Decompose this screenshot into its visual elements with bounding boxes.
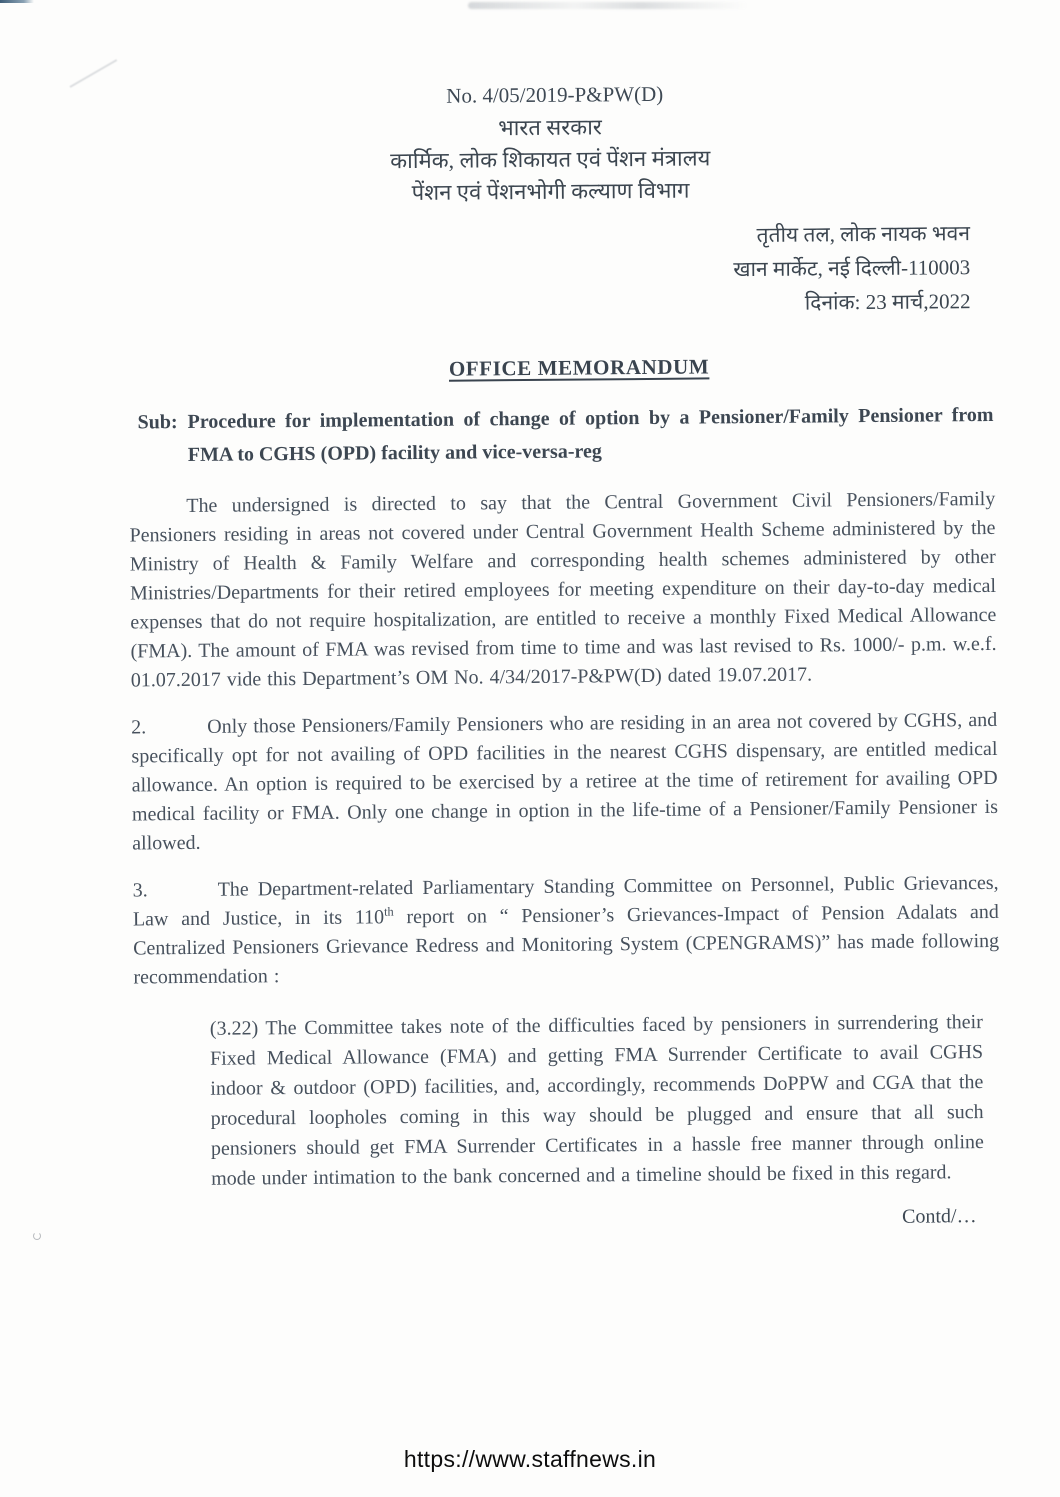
address-block (0, 215, 1057, 326)
ordinal-superscript: th (383, 904, 394, 919)
paragraph-2-text: Only those Pensioners/Family Pensioners who are residing in an area not covered by CGHS, and specifically opt for not availing of OPD facilities in the nearest CGHS dispensary, are entitled medical allowance. An option is required to be exercised by a retiree at the time of retirement for availing OPD medical facility or FMA. Only one change in option in the life-time of a Pensioner/Family Pensioner is allowed. (131, 708, 999, 855)
address-line-1: तृतीय तल, लोक नायक भवन (756, 221, 971, 248)
subject-label: Sub: (137, 411, 178, 434)
paragraph-3 (133, 869, 1000, 993)
paragraph-2 (131, 706, 998, 859)
continuation-note: Contd/… (901, 1205, 977, 1228)
paragraph-1: The undersigned is directed to say that the Central Government Civil Pensioners/Family Pensioners residing in areas not covered under Central Government Health Scheme administered by the Ministry of Health & Family Welfare and corresponding health schemes administered by other Ministries/Departments for their retired employees for meeting expenditure on their day-to-day medical expenses that do not require hospitalization, are entitled to receive a monthly Fixed Medical Allowance (FMA). The amount of FMA was revised from time to time and was last revised to Rs. 1000/- p.m. w.e.f. 01.07.2017 vide this Department’s OM No. 4/34/2017-P&PW(D) dated 19.07.2017. (129, 487, 997, 692)
watermark-url: https://www.staffnews.in (403, 1446, 657, 1472)
letterhead-block (20, 107, 1060, 212)
paragraph-3-text-end: report on “ Pensioner’s Grievances-Impact of Pension Adalats and Centralized Pensioners Grievance Redress and Monitoring System (CPENGRAMS)” has made following recommendation : (133, 900, 1000, 989)
government-line: भारत सरकार (498, 114, 602, 141)
quoted-recommendation-paragraph: (3.22) The Committee takes note of the difficulties faced by pensioners in surrendering their Fixed Medical Allowance (FMA) and getting FMA Surrender Certificate to avail CGHS indoor & outdoor (OPD) facilities, and, accordingly, recommends DoPPW and CGA that the procedural loopholes coming in this way should be plugged and ensure that all such pensioners should get FMA Surrender Certificates in a hassle free manner through online mode under intimation to the bank concerned and a timeline should be fixed in this regard. (209, 1011, 984, 1190)
paragraph-3-text-start: The Department-related Parliamentary Standing Committee on Personnel, Public Grievances, Law and Justice, in its 110 (132, 871, 999, 931)
address-line-2: खान मार्केट, नई दिल्ली-110003 (733, 255, 971, 282)
paragraph-2-number: 2. (131, 716, 147, 739)
ministry-line: कार्मिक, लोक शिकायत एवं पेंशन मंत्रालय (390, 145, 711, 174)
paragraph-3-number: 3. (132, 879, 148, 902)
subject-line (137, 399, 994, 472)
reference-number: No. 4/05/2019-P&PW(D) (446, 81, 664, 108)
scan-artifact-top-left-dash (0, 0, 34, 3)
department-line: पेंशन एवं पेंशनभोगी कल्याण विभाग (411, 177, 690, 206)
subject-text: Procedure for implementation of change of option by a Pensioner/Family Pensioner from FMA to CGHS (OPD) facility and vice-versa-reg (187, 403, 994, 466)
date-line: दिनांक: 23 मार्च,2022 (804, 289, 971, 315)
memo-title: OFFICE MEMORANDUM (448, 354, 710, 381)
